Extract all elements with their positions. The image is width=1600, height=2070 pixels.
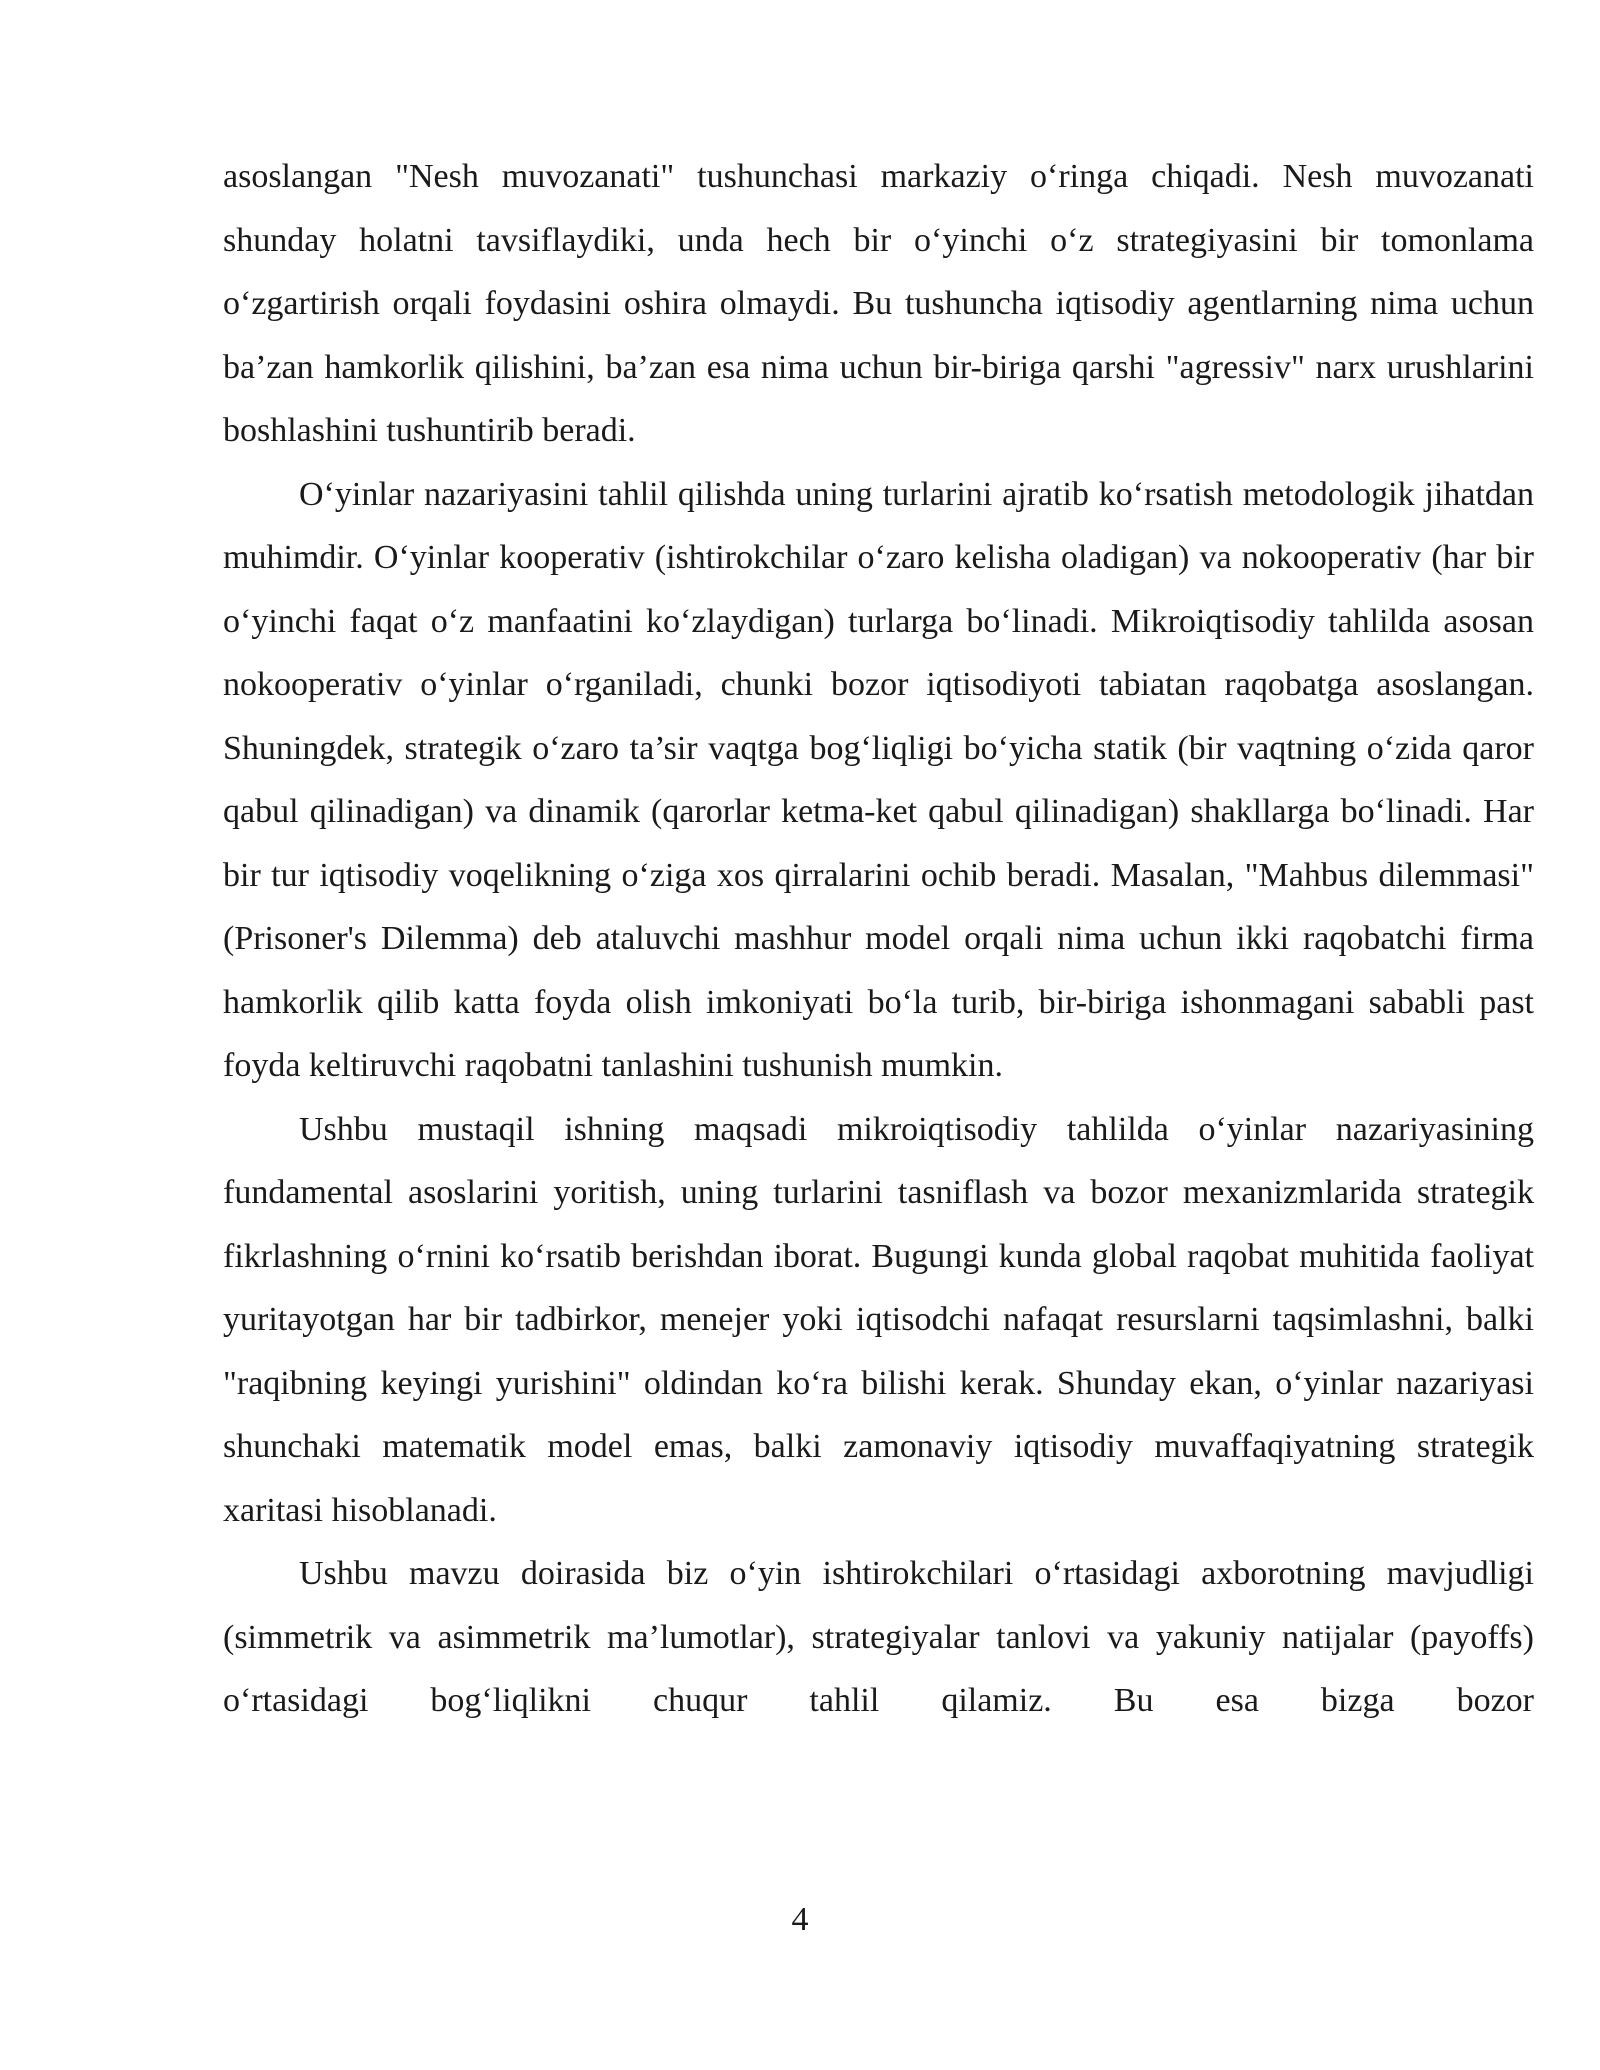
paragraph-scope: Ushbu mavzu doirasida biz o‘yin ishtirokchilari o‘rtasidagi axborotning mavjudligi (simmetrik va asimmetrik ma’lumotlar), strategiyalar tanlovi va yakuniy natijalar (payoffs) o‘rtasidagi bog‘liqlikni chuqur tahlil qilamiz. Bu esa bizga bozor [223, 1555, 1534, 1719]
paragraph-purpose: Ushbu mustaqil ishning maqsadi mikroiqtisodiy tahlilda o‘yinlar nazariyasining fundamental asoslarini yoritish, uning turlarini tasniflash va bozor mexanizmlarida strategik fikrlashning o‘rnini ko‘rsatib berishdan iborat. Bugungi kunda global raqobat muhitida faoliyat yuritayotgan har bir tadbirkor, menejer yoki iqtisodchi nafaqat resurslarni taqsimlashni, balki "raqibning keyingi yurishini" oldindan ko‘ra bilishi kerak. Shunday ekan, o‘yinlar nazariyasi shunchaki matematik model emas, balki zamonaviy iqtisodiy muvaffaqiyatning strategik xaritasi hisoblanadi. [223, 1110, 1534, 1529]
paragraph-continuation: asoslangan "Nesh muvozanati" tushunchasi markaziy o‘ringa chiqadi. Nesh muvozanati shunday holatni tavsiflaydiki, unda hech bir o‘yinchi o‘z strategiyasini bir tomonlama o‘zgartirish orqali foydasini oshira olmaydi. Bu tushuncha iqtisodiy agentlarning nima uchun ba’zan hamkorlik qilishini, ba’zan esa nima uchun bir-biriga qarshi "agressiv" narx urushlarini boshlashini tushuntirib beradi. [223, 158, 1534, 449]
document-body [223, 145, 1534, 1733]
paragraph-game-types: O‘yinlar nazariyasini tahlil qilishda uning turlarini ajratib ko‘rsatish metodologik jihatdan muhimdir. O‘yinlar kooperativ (ishtirokchilar o‘zaro kelisha oladigan) va nokooperativ (har bir o‘yinchi faqat o‘z manfaatini ko‘zlaydigan) turlarga bo‘linadi. Mikroiqtisodiy tahlilda asosan nokooperativ o‘yinlar o‘rganiladi, chunki bozor iqtisodiyoti tabiatan raqobatga asoslangan. Shuningdek, strategik o‘zaro ta’sir vaqtga bog‘liqligi bo‘yicha statik (bir vaqtning o‘zida qaror qabul qilinadigan) va dinamik (qarorlar ketma-ket qabul qilinadigan) shakllarga bo‘linadi. Har bir tur iqtisodiy voqelikning o‘ziga xos qirralarini ochib beradi. Masalan, "Mahbus dilemmasi" (Prisoner's Dilemma) deb ataluvchi mashhur model orqali nima uchun ikki raqobatchi firma hamkorlik qilib katta foyda olish imkoniyati bo‘la turib, bir-biriga ishonmagani sababli past foyda keltiruvchi raqobatni tanlashini tushunish mumkin. [223, 475, 1534, 1084]
page-number: 4 [791, 1901, 809, 1938]
